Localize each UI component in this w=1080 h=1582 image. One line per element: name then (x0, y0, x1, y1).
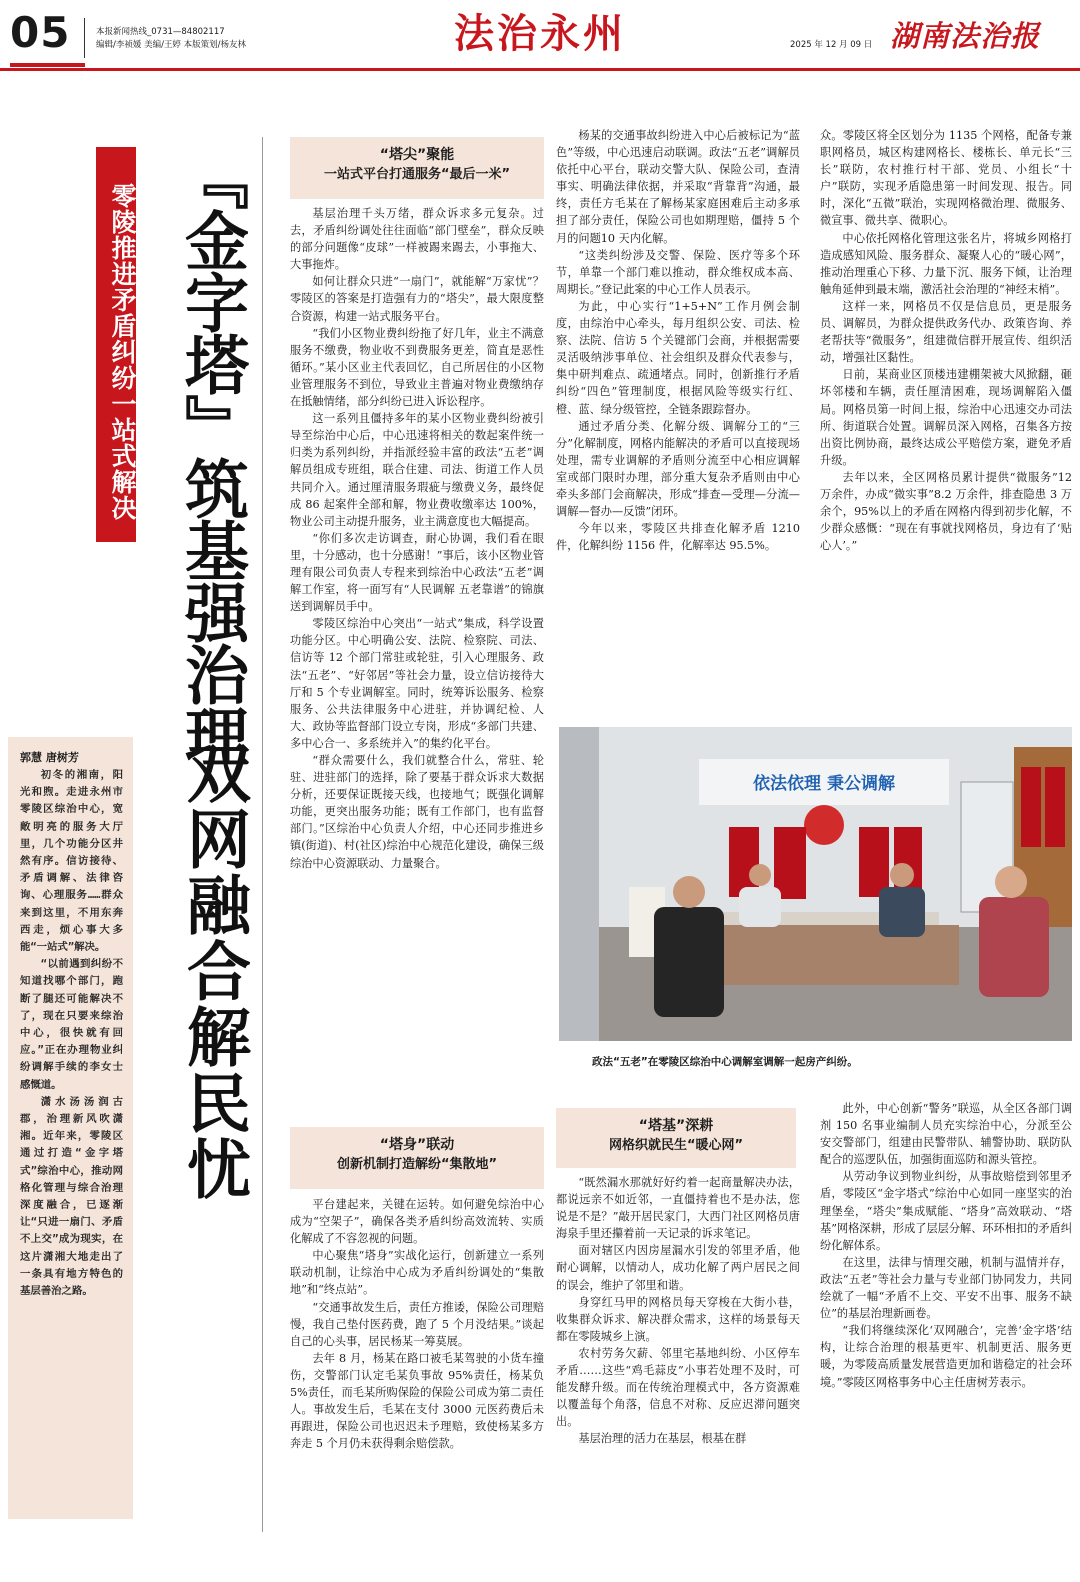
header-divider (84, 18, 85, 58)
paragraph: 去年 8 月，杨某在路口被毛某驾驶的小货车撞伤，交警部门认定毛某负事故 95%责任，杨某负 5%责任，而毛某所购保险的保险公司成为第二责任人。事故发生后，毛某在支付 3000 元医药费后未再跟进，保险公司也迟迟未予理赔，致使杨某多方奔走 5 个月仍未获得剩余赔偿款。 (290, 1351, 544, 1451)
issue-date: 2025 年 12 月 09 日 (790, 40, 873, 50)
section-heading-line2: 创新机制打造解纷“集散地” (336, 1157, 498, 1172)
section-heading-line1: “塔尖”聚能 (379, 147, 455, 163)
wall-slogan: 依法依理 秉公调解 (753, 774, 895, 794)
paragraph: 去年以来，全区网格员累计提供“微服务”12 万余件，办成“微实事”8.2 万余件，排查隐患 3 万余个，95%以上的矛盾在网格内得到初步化解，不少群众感慨：“现在有事就找网格员，身边有了‘贴心人’。” (820, 470, 1072, 553)
section-heading-s3 (556, 1108, 796, 1168)
article-column-3b (820, 1100, 1072, 1536)
paragraph: 日前，某商业区顶楼违建棚架被大风掀翻，砸坏邻楼和车辆，责任厘清困难，现场调解陷入僵局。网格员第一时间上报，综治中心迅速交办司法所、街道联合处置。调解员深入网格，召集各方按出资比例协商，最终达成公平赔偿方案，避免矛盾升级。 (820, 368, 1072, 467)
newspaper-masthead: 湖南法治报 (890, 19, 1041, 53)
article-column-1a (290, 205, 544, 1121)
headline-subtitle: 零陵推进矛盾纠纷一站式解决 (96, 147, 136, 542)
paragraph: “我们小区物业费纠纷拖了好几年，业主不满意服务不缴费，物业收不到费服务更差，简直是恶性循环。”某小区业主代表回忆，自己所居住的小区物业管理服务不到位，导致业主普遍对物业费缴纳存在抵触情绪，部分纠纷已进入诉讼程序。 (290, 326, 544, 409)
paragraph: 零陵区综治中心突出“一站式”集成，科学设置功能分区。中心明确公安、法院、检察院、司法、信访等 12 个部门常驻或轮驻，引入心理服务、政法“五老”、“好邻居”等社会力量，设立信访接待大厅和 5 个专业调解室。同时，统筹诉讼服务、检察服务、公共法律服务中心进驻，并协调纪检、人大、政协等监督部门设立专岗，形成“多部门共建、多中心合一、多系统并入”的集约化平台。 (290, 617, 544, 750)
page-number: 05 (10, 8, 71, 57)
section-heading-line1: “塔基”深耕 (638, 1118, 714, 1134)
section-heading-line1: “塔身”联动 (379, 1137, 455, 1153)
article-column-2b (556, 1174, 800, 1536)
paragraph: 基层治理千头万绪，群众诉求多元复杂。过去，矛盾纠纷调处往往面临“部门壁垒”，群众反映的部分问题像“皮球”一样被踢来踢去，小事拖大、大事拖炸。 (290, 207, 544, 272)
paragraph: “这类纠纷涉及交警、保险、医疗等多个环节，单靠一个部门难以推动，群众维权成本高、周期长。”登记此案的中心工作人员表示。 (556, 248, 800, 296)
paragraph: 基层治理的活力在基层，根基在群 (578, 1432, 747, 1446)
paragraph: 面对辖区内因房屋漏水引发的邻里矛盾，他耐心调解，以情动人，成功化解了两户居民之间的误会，维护了邻里和谐。 (556, 1244, 800, 1292)
paragraph: 今年以来，零陵区共排查化解矛盾 1210 件，化解纠纷 1156 件，化解率达 95.5%。 (556, 522, 800, 553)
byline: 郭慧 唐树芳 (20, 751, 79, 764)
paragraph: “你们多次走访调查，耐心协调，我们看在眼里，十分感动，也十分感谢！”事后，该小区物业管理有限公司负责人专程来到综治中心政法“五老”调解工作室，将一面写有“人民调解 五老靠谱”的锦旗送到调解员手中。 (290, 531, 544, 614)
paragraph: 在这里，法律与情理交融，机制与温情并存，政法“五老”等社会力量与专业部门协同发力，共同绘就了一幅“矛盾不上交、平安不出事、服务不缺位”的基层治理新画卷。 (820, 1255, 1072, 1321)
headline-main-line2: 双网融合解民忧 (176, 740, 251, 1202)
section-heading-s2 (290, 1127, 544, 1189)
paragraph: 身穿红马甲的网格员每天穿梭在大街小巷，收集群众诉求、解决群众需求，这样的场景每天都在零陵城乡上演。 (556, 1295, 800, 1343)
article-column-1b (290, 1196, 544, 1536)
paragraph: 农村劳务欠薪、邻里宅基地纠纷、小区停车矛盾……这些“鸡毛蒜皮”小事若处理不及时，可能发酵升级。而在传统治理模式中，各方资源难以覆盖每个角落，信息不对称、反应迟滞问题突出。 (556, 1346, 800, 1429)
paragraph: 从劳动争议到物业纠纷，从事故赔偿到邻里矛盾，零陵区“金字塔式”综治中心如同一座坚实的治理堡垒，“塔尖”集成赋能、“塔身”高效联动、“塔基”网格深耕，形成了层层分解、环环相扣的矛盾纠纷化解体系。 (820, 1170, 1072, 1252)
lead-panel (8, 737, 133, 1519)
paragraph: 这一系列且僵持多年的某小区物业费纠纷被引导至综治中心后，中心迅速将相关的数起案件统一归类为系列纠纷，并指派经验丰富的政法“五老”调解员组成专班组，联合住建、司法、街道工作人员共同介入。通过厘清服务瑕疵与缴费义务，最终促成 86 起案件全部和解，物业费收缴率达 100%，物业公司主动提升服务，业主满意度也大幅提高。 (290, 412, 544, 528)
article-column-3a (820, 127, 1072, 711)
paragraph: 如何让群众只进“一扇门”，就能解“万家忧”？零陵区的答案是打造强有力的“塔尖”，最大限度整合资源，构建一站式服务平台。 (290, 275, 544, 323)
paragraph: 杨某的交通事故纠纷进入中心后被标记为“蓝色”等级，中心迅速启动联调。政法“五老”调解员依托中心平台，联动交警大队、保险公司，查清事实、明确法律依据，并采取“背靠背”沟通，最终，责任方毛某在了解杨某家庭困难后主动多承担了部分责任，保险公司也如期理赔，僵持 5 个月的问题10 天内化解。 (556, 129, 800, 245)
page-number-underline (10, 63, 85, 67)
lead-paragraph: 初冬的湘南，阳光和煦。走进永州市零陵区综治中心，宽敞明亮的服务大厅里，几个功能分区井然有序。信访接待、矛盾调解、法律咨询、心理服务……群众来到这里，不用东奔西走，烦心事大多能“一站式”解决。 (20, 769, 123, 954)
section-heading-line2: 网格织就民生“暖心网” (608, 1138, 744, 1153)
column-divider (262, 137, 263, 1532)
lead-paragraph: 潇水汤汤润古郡，治理新风吹潇湘。近年来，零陵区通过打造“金字塔式”综治中心，推动网格化管理与综合治理深度融合，已逐渐让“只进一扇门、矛盾不上交”成为现实，在这片潇湘大地走出了一条具有地方特色的基层善治之路。 (20, 1095, 123, 1298)
news-hotline: 本报新闻热线_0731—84802117 (96, 27, 225, 37)
section-heading-line2: 一站式平台打通服务“最后一米” (323, 167, 511, 182)
section-title: 法治永州 (454, 10, 626, 57)
paragraph: 这样一来，网格员不仅是信息员，更是服务员、调解员，为群众提供政务代办、政策咨询、养老帮扶等“微服务”，组建微信群开展宣传、组织活动，增强社区黏性。 (820, 299, 1072, 365)
paragraph: 此外，中心创新“警务”联巡，从全区各部门调剂 150 名事业编制人员充实综治中心，分派至公安交警部门，组建由民警带队、辅警协助、联防队配合的巡逻队伍，加强街面巡防和源头管控。 (820, 1102, 1072, 1167)
paragraph: “交通事故发生后，责任方推诿，保险公司理赔慢，我自己垫付医药费，跑了 5 个月没结果。”谈起自己的心头事，居民杨某一筹莫展。 (290, 1300, 544, 1348)
paragraph: “既然漏水那就好好约着一起商量解决办法，都说远亲不如近邻，一直僵持着也不是办法，您说是不是？”敲开居民家门，大西门社区网格员唐海泉手里还攥着前一天记录的诉求笔记。 (556, 1176, 800, 1241)
paragraph: 中心聚焦“塔身”实战化运行，创新建立一系列联动机制，让综治中心成为矛盾纠纷调处的“集散地”和“终点站”。 (290, 1249, 544, 1297)
paragraph: 为此，中心实行“1+5+N”工作月例会制度，由综治中心牵头，每月组织公安、司法、检察、法院、信访 5 个关键部门会商，并根据需要灵活吸纳涉事单位、社会组织及群众代表参与，集中研判难点、疏通堵点。同时，创新推行矛盾纠纷“四色”管理制度，根据风险等级实行红、橙、蓝、绿分级管控，全链条跟踪督办。 (556, 299, 800, 416)
editor-credits: 编辑/李祯媛 美编/王婷 本版策划/杨友林 (96, 40, 246, 50)
article-column-2a (556, 127, 800, 711)
paragraph: “我们将继续深化‘双网融合’，完善‘金字塔’结构，让综合治理的根基更牢、机制更活、服务更暖，为零陵高质量发展营造更加和谐稳定的社会环境。”零陵区网格事务中心主任唐树芳表示。 (820, 1324, 1072, 1389)
mediation-room-illustration (559, 727, 1072, 1041)
news-photo (559, 727, 1072, 1041)
paragraph: 中心依托网格化管理这张名片，将城乡网格打造成感知风险、服务群众、凝聚人心的“暖心网”，推动治理重心下移、力量下沉、服务下倾，让治理触角延伸到最末端，激活社会治理的“神经末梢”。 (820, 231, 1072, 296)
photo-caption: 政法“五老”在零陵区综治中心调解室调解一起房产纠纷。 (592, 1056, 858, 1068)
headline-main-line1: 『金字塔』筑基强治理 (174, 146, 249, 766)
lead-paragraph: “以前遇到纠纷不知道找哪个部门，跑断了腿还可能解决不了，现在只要来综治中心，很快就有回应。”正在办理物业纠纷调解手续的李女士感慨道。 (20, 958, 123, 1091)
header-rule (0, 68, 1080, 71)
paragraph: 众。零陵区将全区划分为 1135 个网格，配备专兼职网格员，城区构建网格长、楼栋长、单元长“三长”联防，农村推行村干部、党员、小组长“十户”联防，实现矛盾隐患第一时间发现、报告。同时，深化“五微”联治，实现网格微治理、微服务、微宣事、微共享、微职心。 (820, 129, 1072, 228)
section-heading-s1 (290, 137, 544, 199)
page-header (0, 0, 1080, 70)
paragraph: “群众需要什么，我们就整合什么，常驻、轮驻、进驻部门的选择，除了要基于群众诉求大数据分析，还要保证既接天线，也接地气；既强化调解功能，更突出服务功能；既有工作部门，也有监督部门。”区综治中心负责人介绍，中心还同步推进乡镇(街道)、村(社区)综治中心规范化建设，确保三级综治中心资源联动、力量聚合。 (290, 754, 544, 870)
paragraph: 通过矛盾分类、化解分级、调解分工的“三分”化解制度，网格内能解决的矛盾可以直接现场处理，需专业调解的矛盾则分流至中心相应调解室或部门限时办理，部分重大复杂矛盾则由中心牵头多部门会商解决，形成“排查—受理—分流—调解—督办—反馈”闭环。 (556, 419, 800, 519)
paragraph: 平台建起来，关键在运转。如何避免综治中心成为“空架子”，确保各类矛盾纠纷高效流转、实质化解成了不容忽视的问题。 (290, 1198, 544, 1246)
